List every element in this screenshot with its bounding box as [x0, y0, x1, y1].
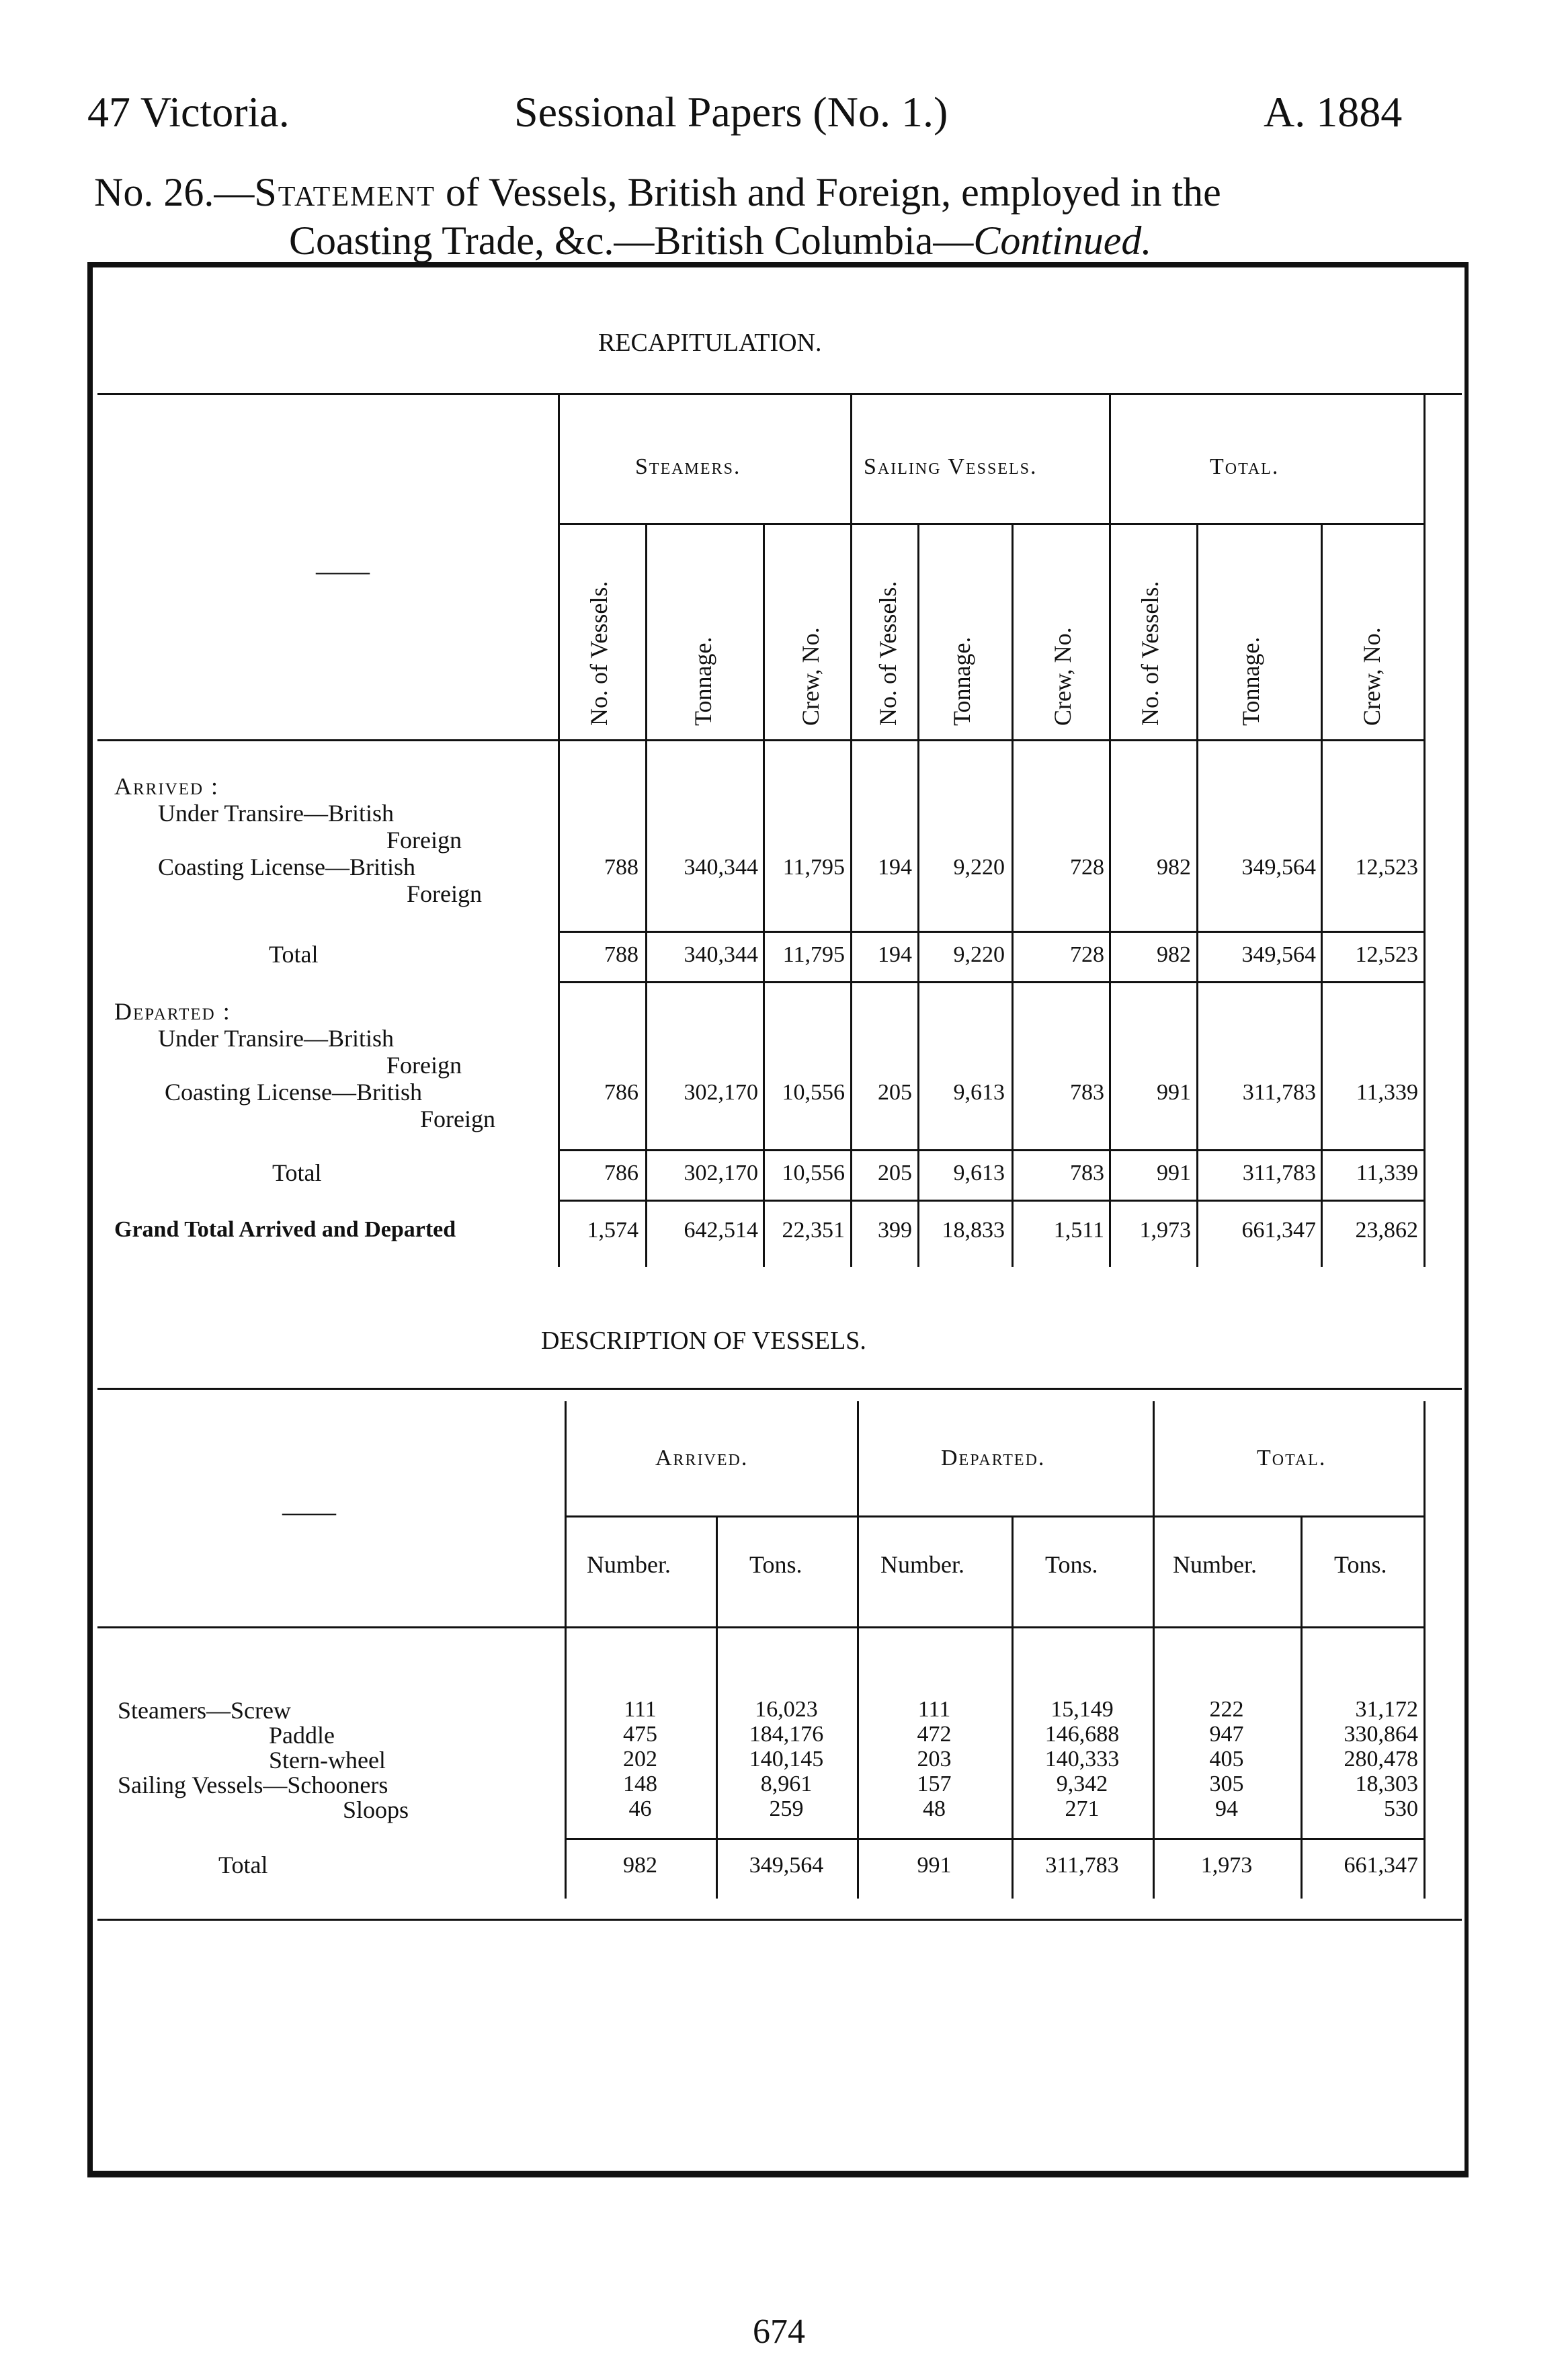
desc-cell: 405 — [1209, 1747, 1244, 1772]
recap-vrule — [917, 524, 919, 1267]
recap-cell: 18,833 — [942, 1218, 1005, 1243]
desc-cell: 222 — [1209, 1697, 1244, 1722]
recap-cell: 302,170 — [684, 1080, 758, 1105]
recap-cell: 340,344 — [684, 855, 758, 880]
recap-cell: 786 — [604, 1161, 638, 1186]
desc-vrule — [565, 1401, 567, 1899]
recap-vrule — [558, 393, 560, 1267]
recap-col-sail-tonnage: Tonnage. — [948, 636, 975, 726]
recap-row-label: Coasting License—British — [165, 1079, 422, 1106]
recap-group-total: Total. — [1210, 454, 1280, 479]
recap-cell: 10,556 — [782, 1080, 845, 1105]
title-smallcaps: Statement — [254, 170, 436, 214]
recap-cell: 302,170 — [684, 1161, 758, 1186]
recap-cell: 786 — [604, 1080, 638, 1105]
recap-cell: 661,347 — [1241, 1218, 1316, 1243]
recap-cell: 728 — [1070, 942, 1104, 967]
recap-vrule — [1012, 524, 1014, 1267]
recap-row-label: Foreign — [407, 880, 482, 907]
desc-cell: 48 — [923, 1796, 946, 1821]
desc-cell: 140,333 — [1044, 1747, 1120, 1772]
recap-grand-total-label: Grand Total Arrived and Departed — [114, 1217, 456, 1242]
desc-cell: 305 — [1209, 1772, 1244, 1796]
recap-group-sailing: Sailing Vessels. — [864, 454, 1038, 479]
recap-cell: 1,574 — [587, 1218, 638, 1243]
title-prefix: No. 26.— — [94, 170, 255, 214]
desc-top-rule — [97, 1388, 1462, 1390]
recap-cell: 399 — [878, 1218, 912, 1243]
recap-cell: 991 — [1157, 1161, 1191, 1186]
recap-cell: 22,351 — [782, 1218, 845, 1243]
desc-cell: 330,864 — [1344, 1722, 1418, 1747]
desc-heading: DESCRIPTION OF VESSELS. — [541, 1327, 866, 1355]
recap-cell: 10,556 — [782, 1161, 845, 1186]
recap-cell: 11,339 — [1356, 1161, 1418, 1186]
recap-cell: 205 — [878, 1161, 912, 1186]
recap-header-rule — [97, 739, 1425, 741]
desc-col-departed-number: Number. — [880, 1551, 964, 1578]
desc-row-label: Sailing Vessels—Schooners — [118, 1772, 388, 1798]
desc-col-total-number: Number. — [1173, 1551, 1257, 1578]
recap-cell: 783 — [1070, 1080, 1104, 1105]
desc-subtotal-rule — [565, 1838, 1425, 1840]
desc-col-arrived-number: Number. — [587, 1551, 671, 1578]
recap-cell: 205 — [878, 1080, 912, 1105]
recap-vrule — [763, 524, 765, 1267]
recap-vrule — [1196, 524, 1198, 1267]
recap-cell: 311,783 — [1242, 1161, 1316, 1186]
recap-cell: 11,795 — [782, 942, 845, 967]
recap-dash: —— — [316, 556, 370, 586]
desc-vrule — [857, 1401, 859, 1899]
recap-cell: 23,862 — [1355, 1218, 1418, 1243]
desc-dash: —— — [282, 1497, 336, 1527]
recap-cell: 11,339 — [1356, 1080, 1418, 1105]
recap-group-steamers: Steamers. — [635, 454, 741, 479]
desc-row-label: Sloops — [343, 1796, 409, 1823]
recap-cell: 340,344 — [684, 942, 758, 967]
desc-cell: 475 — [623, 1722, 657, 1747]
title-continued: Continued. — [973, 218, 1152, 263]
desc-group-arrived: Arrived. — [655, 1446, 749, 1470]
recap-cell: 194 — [878, 942, 912, 967]
desc-cell: 947 — [1209, 1722, 1244, 1747]
desc-cell: 140,145 — [749, 1747, 824, 1772]
desc-cell: 184,176 — [749, 1722, 824, 1747]
recap-cell: 991 — [1157, 1080, 1191, 1105]
recap-cell: 349,564 — [1241, 942, 1316, 967]
desc-cell: 982 — [623, 1853, 657, 1878]
desc-cell: 8,961 — [760, 1772, 813, 1796]
recap-cell: 9,613 — [953, 1080, 1005, 1105]
page-number: 674 — [753, 2313, 805, 2351]
desc-col-arrived-tons: Tons. — [749, 1551, 802, 1578]
recap-cell: 349,564 — [1241, 855, 1316, 880]
desc-group-total: Total. — [1257, 1446, 1327, 1470]
desc-cell: 46 — [628, 1796, 652, 1821]
recap-cell: 1,973 — [1139, 1218, 1191, 1243]
desc-row-label: Paddle — [269, 1722, 335, 1749]
desc-vrule — [1153, 1401, 1155, 1899]
desc-header-rule — [97, 1626, 1425, 1628]
desc-cell: 18,303 — [1355, 1772, 1418, 1796]
recap-heading: RECAPITULATION. — [598, 329, 822, 357]
recap-col-steam-crew: Crew, No. — [797, 627, 824, 726]
recap-cell: 11,795 — [782, 855, 845, 880]
desc-cell: 148 — [623, 1772, 657, 1796]
recap-col-sail-vessels: No. of Vessels. — [874, 581, 901, 726]
recap-row-label: Under Transire—British — [158, 1025, 394, 1052]
desc-row-label: Total — [218, 1852, 268, 1878]
recap-cell: 9,220 — [953, 942, 1005, 967]
recap-cell: 311,783 — [1242, 1080, 1316, 1105]
recap-row-label: Foreign — [386, 1052, 462, 1079]
recap-row-label: Total — [272, 1159, 322, 1186]
recap-col-sail-crew: Crew, No. — [1049, 627, 1076, 726]
desc-cell: 111 — [917, 1697, 951, 1722]
desc-col-total-tons: Tons. — [1334, 1551, 1387, 1578]
desc-cell: 349,564 — [749, 1853, 824, 1878]
desc-cell: 280,478 — [1344, 1747, 1418, 1772]
desc-cell: 530 — [1384, 1796, 1418, 1821]
recap-total-rule — [558, 1200, 1425, 1202]
header-right: A. 1884 — [1264, 88, 1403, 136]
header-center: Sessional Papers (No. 1.) — [514, 88, 948, 136]
recap-cell: 9,613 — [953, 1161, 1005, 1186]
recap-vrule — [1109, 393, 1111, 1267]
recap-cell: 788 — [604, 942, 638, 967]
recap-col-total-tonnage: Tonnage. — [1237, 636, 1264, 726]
desc-cell: 16,023 — [755, 1697, 818, 1722]
recap-cell: 788 — [604, 855, 638, 880]
recap-cell: 982 — [1157, 855, 1191, 880]
recap-cell: 12,523 — [1355, 855, 1418, 880]
recap-vrule — [850, 393, 852, 1267]
recap-row-label: Under Transire—British — [158, 800, 394, 827]
recap-total-rule — [558, 981, 1425, 983]
recap-subtotal-rule — [558, 931, 1425, 933]
recap-row-label: Foreign — [386, 827, 462, 854]
recap-col-total-vessels: No. of Vessels. — [1137, 581, 1163, 726]
recap-row-label: Coasting License—British — [158, 854, 415, 880]
recap-col-steam-tonnage: Tonnage. — [690, 636, 716, 726]
recap-cell: 982 — [1157, 942, 1191, 967]
desc-cell: 9,342 — [1056, 1772, 1108, 1796]
recap-group-rule — [558, 523, 1425, 525]
recap-cell: 642,514 — [684, 1218, 758, 1243]
recap-subtotal-rule — [558, 1149, 1425, 1151]
desc-group-departed: Departed. — [941, 1446, 1046, 1470]
recap-row-label: Foreign — [420, 1106, 495, 1132]
desc-vrule — [1423, 1401, 1426, 1899]
desc-cell: 311,783 — [1045, 1853, 1119, 1878]
desc-bottom-rule — [97, 1919, 1462, 1921]
recap-col-total-crew: Crew, No. — [1358, 627, 1385, 726]
desc-cell: 31,172 — [1355, 1697, 1418, 1722]
desc-cell: 202 — [623, 1747, 657, 1772]
recap-cell: 1,511 — [1053, 1218, 1104, 1243]
recap-cell: 783 — [1070, 1161, 1104, 1186]
recap-arrived-label: Arrived : — [114, 773, 220, 800]
recap-vrule — [1423, 393, 1426, 1267]
recap-vrule — [645, 524, 647, 1267]
recap-row-label: Total — [269, 941, 319, 968]
desc-cell: 259 — [769, 1796, 804, 1821]
desc-cell: 271 — [1065, 1796, 1100, 1821]
recap-col-steam-vessels: No. of Vessels. — [585, 581, 612, 726]
header-left: 47 Victoria. — [87, 88, 290, 136]
recap-cell: 194 — [878, 855, 912, 880]
desc-row-label: Steamers—Screw — [118, 1697, 291, 1724]
desc-cell: 146,688 — [1044, 1722, 1120, 1747]
desc-cell: 15,149 — [1050, 1697, 1114, 1722]
recap-departed-label: Departed : — [114, 998, 231, 1025]
recap-cell: 9,220 — [953, 855, 1005, 880]
desc-cell: 203 — [917, 1747, 952, 1772]
recap-top-rule — [97, 393, 1462, 395]
desc-cell: 472 — [917, 1722, 952, 1747]
desc-group-rule — [565, 1515, 1425, 1517]
desc-row-label: Stern-wheel — [269, 1747, 386, 1774]
document-title — [94, 168, 1479, 265]
desc-cell: 991 — [917, 1853, 952, 1878]
recap-cell: 12,523 — [1355, 942, 1418, 967]
recap-vrule — [1321, 524, 1323, 1267]
desc-cell: 94 — [1215, 1796, 1238, 1821]
title-rest: of Vessels, British and Foreign, employed in the — [435, 170, 1221, 214]
desc-cell: 157 — [917, 1772, 952, 1796]
desc-col-departed-tons: Tons. — [1045, 1551, 1098, 1578]
desc-cell: 1,973 — [1200, 1853, 1253, 1878]
recap-cell: 728 — [1070, 855, 1104, 880]
desc-cell: 661,347 — [1344, 1853, 1418, 1878]
title-line2: Coasting Trade, &c.—British Columbia— — [289, 218, 974, 263]
desc-cell: 111 — [624, 1697, 657, 1722]
